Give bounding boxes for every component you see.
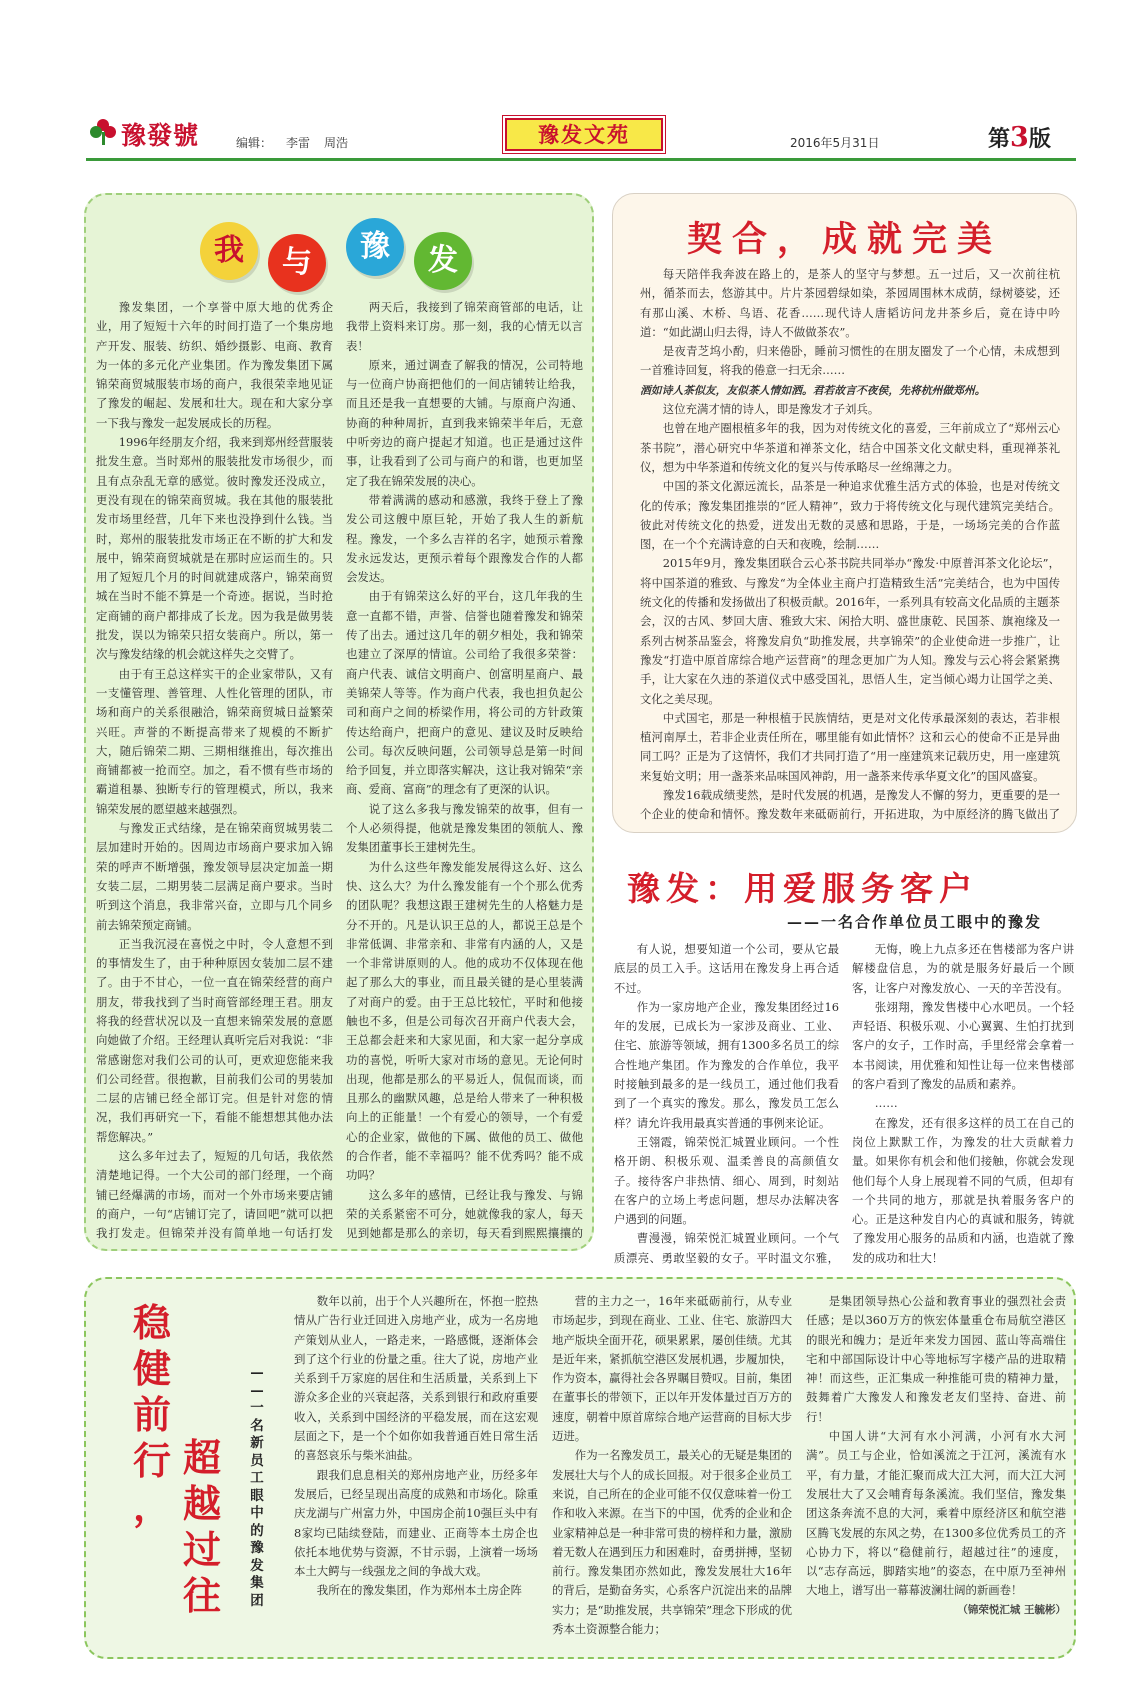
paragraph: 作为一名豫发员工，最关心的无疑是集团的发展壮大与个人的成长回报。对于很多企业员工来说，自己所在的企业可能不仅仅意味着一份工作和收入来源。在当下的中国，优秀的企业和企业家精神总是一种非常可贵的榜样和力量，激励着无数人在遇到压力和困难时，奋勇拼搏，坚韧前行。豫发集团亦然如此，豫发发展壮大16年的背后，是勤奋务实，心系客户沉淀出来的品牌实力；是“助推发展，共享锦荣”理念下形成的优秀本土资源整合能力；: [552, 1448, 792, 1637]
paragraph: 2015年9月，豫发集团联合云心茶书院共同举办“豫发·中原普洱茶文化论坛”，将中国茶道的雅致、与豫发“为全体业主商户打造精致生活”完美结合，也为中国传统文化的传播和发扬做出了积极贡献。2016年，一系列具有较高文化品质的主题茶会，汉的古风、梦回大唐、雅致大宋、闲拾大明、盛世康乾、民国茶、旗袍缘及一系列古树茶品鉴会，将豫发肩负“助推发展，共享锦荣”的企业使命进一步推广，让豫发“打造中原首席综合地产运营商”的理念更加广为人知。豫发与云心将会紧紧携手，让大家在久违的茶道仪式中感受国礼，思悟人生，定当倾心竭力让国学之美、文化之美尽现。: [640, 556, 1060, 706]
title-circle: 与: [268, 234, 326, 292]
paragraph: 王翎霞，锦荣悦汇城置业顾问。一个性格开朗、积极乐观、温柔善良的高颜值女子。接待客户非热情、细心、周到，时刻站在客户的立场上考虑问题，想尽办法解决客户遇到的问题。: [614, 1134, 839, 1227]
paragraph: 有人说，想要知道一个公司，要从它最底层的员工入手。这话用在豫发身上再合适不过。: [614, 942, 839, 995]
paragraph: 我所在的豫发集团，作为郑州本土房企阵: [316, 1583, 522, 1598]
title-circle: 豫: [346, 218, 404, 276]
paragraph: 是集团领导热心公益和教育事业的强烈社会责任感；是以360万方的恢宏体量重仓布局航空港区的眼光和魄力；是近年来发力国园、蓝山等高端住宅和中部国际设计中心等地标写字楼产品的进取精神！而这些，正汇集成一种推能可贵的精神力量，鼓舞着广大豫发人和豫发老友们坚持、奋进、前行！: [806, 1294, 1066, 1424]
paragraph: 为什么这些年豫发能发展得这么好、这么快、这么大？为什么豫发能有一个个那么优秀的团队呢？我想这跟王建树先生的人格魅力是分不开的。凡是认识王总的人，都说王总是个非常低调、非常亲和、非常有内涵的人，又是一个非常讲原则的人。他的成功不仅体现在他起了那么大的事业，而且最关键的是心里装满了对商户的爱。由于王总比较忙，平时和他接触也不多，但是公司每次召开商户代表大会，王总都会赶来和大家见面，和大家一起分享成功的喜悦，听听大家对市场的意见。无论何时出现，他都是那么的平易近人，侃侃而谈，而且那么的幽默风趣，总是给人带来了一种积极向上的正能量！一个有爱心的领导，一个有爱心的企业家，做他的下属、做他的员工、做他的合作者，能不幸福吗？能不优秀吗？能不成功吗？: [346, 859, 583, 1183]
paragraph: 1996年经朋友介绍，我来到郑州经营服装批发生意。当时郑州的服装批发市场很少，而且有点杂乱无章的感觉。彼时豫发还没成立，更没有现在的锦荣商贸城。我在其他的服装批发市场里经营，几年下来也没挣到什么钱。当时，郑州的服装批发市场正在不断的扩大和发展中，锦荣商贸城就是在那时应运而生的。只用了短短几个月的时间就建成落户，锦荣商贸城在当时不能不算是一个奇迹。据说，当时抢定商铺的商户都排成了长龙。因为我是做男装批发，误以为锦荣只招女装商户。所以，第一次与豫发结缘的机会就这样失之交臂了。: [96, 435, 333, 662]
article-title-vertical-1: 稳 健 前 行 ，: [132, 1300, 171, 1529]
paragraph: 无悔，晚上九点多还在售楼部为客户讲解楼盘信息，为的就是服务好最后一个顾客，让客户对豫发放心、一天的辛苦没有。: [852, 942, 1074, 995]
paragraph: 是夜青芝坞小酌，归来倦卧，睡前习惯性的在朋友圈发了一个心情，未成想到一首雅诗回复，将我的倦意一扫无余……: [640, 344, 1060, 378]
paragraph: 数年以前，出于个人兴趣所在，怀抱一腔热情从广告行业迁回进入房地产业，成为一名房地产策划从业人，一路走来，一路感慨，逐渐体会到了这个行业的份量之重。往大了说，房地产业关系到千万家庭的居住和生活质量，关系到上下游众多企业的兴衰起落，关系到银行和政府重要收入，关系到中国经济的平稳发展，而在这宏观层面之下，是一个个如你如我普通百姓日常生活的喜怒哀乐与柴米油盐。: [294, 1294, 538, 1463]
issue-date: 2016年5月31日: [790, 136, 880, 150]
paragraph: 营的主力之一，16年来砥砺前行，从专业市场起步，到现在商业、工业、住宅、旅游四大地产版块全面开花，硕果累累，屡创佳绩。尤其是近年来，紧抓航空港区发展机遇，步履加快，作为资本，赢得社会各界瞩目赞叹。目前，集团在董事长的带领下，正以年开发体量过百万方的速度，朝着中原首席综合地产运营商的目标大步迈进。: [552, 1294, 792, 1444]
article-column: [346, 298, 583, 1242]
article-column: [294, 1292, 538, 1652]
article-column: [852, 940, 1074, 1265]
header-rule: [86, 158, 1076, 161]
page-number-digit: 3: [1010, 122, 1029, 153]
paragraph: 豫发集团，一个享誉中原大地的优秀企业，用了短短十六年的时间打造了一个集房地产开发、服装、纺织、婚纱摄影、电商、教育为一体的多元化产业集团。作为豫发集团下属锦荣商贸城服装市场的商户，我很荣幸地见证了豫发的崛起、发展和壮大。现在和大家分享一下我与豫发一起发展成长的历程。: [96, 300, 333, 430]
masthead: [0, 0, 1139, 170]
paragraph: 这位充满才情的诗人，即是豫发才子刘兵。: [662, 402, 880, 417]
editors-line: [236, 134, 362, 151]
paragraph: 说了这么多我与豫发锦荣的故事，但有一个人必须得提，他就是豫发集团的领航人、豫发集团董事长王建树先生。: [346, 801, 583, 855]
paragraph: 中国人讲“大河有水小河满，小河有水大河满”。员工与企业，恰如溪流之于江河，溪流有水平，有力量，才能汇聚而成大江大河，而大江大河发展壮大了又会哺育每条溪流。我们坚信，豫发集团这条奔流不息的大河，乘着中原经济区和航空港区腾飞发展的东风之势，在1300多位优秀员工的齐心协力下，将以“稳健前行，超越过往”的速度，以“志存高远，脚踏实地”的姿态，在中原乃至神州大地上，谱写出一幕幕波澜壮阔的新画卷！: [806, 1429, 1066, 1598]
editor-name: 周浩: [324, 136, 349, 150]
paragraph: 跟我们息息相关的郑州房地产业，历经多年发展后，已经呈现出高度的成熟和市场化。除重庆龙湖与广州富力外，中国房企前10强巨头中有8家均已陆续登陆，而建业、正商等本土房企也依托本地优势与资源，不甘示弱，上演着一场场本土大鳄与一线强龙之间的争战大戏。: [294, 1467, 538, 1579]
paragraph: 原来，通过调查了解我的情况，公司特地与一位商户协商把他们的一间店铺转让给我，而且还是我一直想要的大铺。与原商户沟通、协商的种种周折，直到我来锦荣半年后，无意中听旁边的商户提起才知道。也正是通过这件事，让我看到了公司与商户的和谐，也更加坚定了我在锦荣发展的决心。: [346, 357, 583, 488]
article-column: [640, 265, 1060, 825]
editors-label: 编辑：: [236, 136, 273, 150]
paragraph: ……: [874, 1096, 898, 1111]
paragraph: 张翊翔，豫发售楼中心水吧员。一个轻声轻语、积极乐观、小心翼翼、生怕打扰到客户的女子，工作时高，手里经常会拿着一本书阅读，用优雅和知性让每一位来售楼部的客户看到了豫发的品质和素养。: [852, 999, 1074, 1092]
title-circle: 发: [414, 232, 472, 290]
paragraph: 由于有锦荣这么好的平台，这几年我的生意一直都不错，声誉、信誉也随着豫发和锦荣传了出去。通过这几年的朝夕相处，我和锦荣也建立了深厚的情谊。公司给了我很多荣誉：商户代表、诚信文明商户、创富明星商户、最美锦荣人等等。作为商户代表，我也担负起公司和商户之间的桥梁作用，将公司的方针政策传达给商户，把商户的意见、建议及时反映给公司。每次反映问题，公司领导总是第一时间给予回复，并立即落实解决，这让我对锦荣“亲商、爱商、富商”的理念有了更深的认识。: [346, 589, 583, 797]
paragraph: 两天后，我接到了锦荣商管部的电话，让我带上资料来订房。那一刻，我的心情无以言表！: [346, 300, 583, 353]
article-title: 契合，成就完美: [686, 219, 1002, 260]
paragraph: 由于有王总这样实干的企业家带队，又有一支懂管理、善管理、人性化管理的团队，市场和商户的关系很融洽，锦荣商贸城日益繁荣兴旺。声誉的不断提高带来了规模的不断扩大，随后锦荣二期、三期相继推出，每次推出商铺都被一抢而空。加之，看不惯有些市场的霸道租暴、独断专行的管理模式，所以，我来锦荣发展的愿望越来越强烈。: [96, 666, 333, 816]
article-column: [96, 298, 333, 1242]
paragraph: 与豫发正式结缘，是在锦荣商贸城男装二层加建时开始的。因周边市场商户要求加入锦荣的呼声不断增强，豫发领导层决定加盖一期女装二层，二期男装二层满足商户要求。当时听到这个消息，我非常兴奋，立即与几个同乡前去锦荣预定商铺。: [96, 821, 333, 932]
article-subtitle-vertical: — — 一 名 新 员 工 眼 中 的 豫 发 集 团: [250, 1365, 264, 1609]
paragraph: 正当我沉浸在喜悦之中时，令人意想不到的事情发生了，由于种种原因女装加二层不建了。由于不甘心，一位一直在锦荣经营的商户朋友，带我找到了当时商管部经理王君。朋友将我的经营状况以及一直想来锦荣发展的意愿向她做了介绍。王经理认真听完后对我说：“非常感谢您对我们公司的认可，更欢迎您能来我们公司经营。很抱歉，目前我们公司的男装加二层的店铺已经全部订完。但是针对您的情况，我们再研究一下，看能不能想想其他办法帮您解决。”: [96, 936, 333, 1144]
byline: （锦荣悦汇城 王毓彬）: [957, 1603, 1066, 1616]
page-number: 第3版: [988, 122, 1051, 153]
article-title: 豫发：用爱服务客户: [627, 869, 978, 908]
paper-name: 豫發號: [121, 121, 200, 150]
editor-name: 李雷: [286, 136, 311, 150]
paragraph: 也曾在地产圈根植多年的我，因为对传统文化的喜爱，三年前成立了“郑州云心茶书院”，潜心研究中华茶道和禅茶文化，结合中国茶文化文献史料，重现禅茶礼仪，想为中华茶道和传统文化的复兴与传承略尽一丝绵薄之力。: [640, 421, 1060, 474]
article-column: [614, 940, 839, 1265]
paragraph: 曹漫漫，锦荣悦汇城置业顾问。一个气质漂亮、勇敢坚毅的女子。平时温文尔雅，: [614, 1231, 839, 1265]
paragraph: 这么多年的感情，已经让我与豫发、与锦荣的关系紧密不可分，她就像我的家人，每天见到她都是那么的亲切，每天看到熙熙攘攘的: [346, 1187, 583, 1241]
title-circle: 我: [200, 222, 258, 280]
article-column: [552, 1292, 792, 1652]
article-column: [806, 1292, 1066, 1652]
paragraph: 带着满满的感动和感激，我终于登上了豫发公司这艘中原巨轮，开始了我人生的新航程。豫发，一个多么吉祥的名字，她预示着豫发永远发达，更预示着每个跟豫发合作的人都会发达。: [346, 492, 583, 585]
paragraph: 豫发16载成绩斐然，是时代发展的机遇，是豫发人不懈的努力，更重要的是一个企业的使命和情怀。豫发数年来砥砺前行，开拓进取，为中原经济的腾飞做出了: [640, 788, 1060, 822]
article-subtitle: ——一名合作单位员工眼中的豫发: [787, 913, 1043, 931]
paragraph: 中式国宅，那是一种根植于民族情结，更是对文化传承最深刻的表达，若非根植河南厚土，若非企业责任所在，哪里能有如此情怀？这和云心的使命不正是异曲同工吗？正是为了这情怀，我们才共同打造了“用一座建筑来记载历史，用一座建筑来复始文明；用一盏茶来品味国风神韵，用一盏茶来传承华夏文化”的国风盛宴。: [640, 710, 1060, 783]
clover-logo-icon: [88, 117, 118, 147]
paragraph: 作为一家房地产企业，豫发集团经过16年的发展，已成长为一家涉及商业、工业、住宅、旅游等领域，拥有1300多名员工的综合性地产集团。作为豫发的合作单位，我平时接触到最多的是一线员工，通过他们我看到了一个真实的豫发。那么，豫发员工怎么样？请允许我用最真实普通的事例来论证。: [614, 999, 839, 1130]
paragraph: 中国的茶文化源远流长，品茶是一种追求优雅生活方式的体验，也是对传统文化的传承；豫发集团推崇的“匠人精神”，致力于将传统文化与现代建筑完美结合。彼此对传统文化的热爱，迸发出无数的灵感和思路，于是，一场场完美的合作蓝图，在一个个充满诗意的白天和夜晚，绘制……: [640, 479, 1060, 552]
section-title: 豫发文苑: [505, 118, 663, 151]
article-title-vertical-2: 超 越 过 往: [182, 1435, 221, 1618]
paragraph: 这么多年过去了，短短的几句话，我依然清楚地记得。一个大公司的部门经理，一个商铺已经爆满的市场，而对一个外市场来要店铺的商户，一句“店铺订完了，请回吧”就可以把我打发走。但锦荣并没有简单地一句话打发: [96, 1149, 333, 1241]
paragraph: 在豫发，还有很多这样的员工在自己的岗位上默默工作，为豫发的壮大贡献着力量。如果你有机会和他们接触，你就会发现他们每个人身上展现着不同的气质，但却有一个共同的地方，那就是执着服务客户的心。正是这种发自内心的真诚和服务，铸就了豫发用心服务的品质和内涵，也造就了豫发的成功和壮大！: [852, 1115, 1074, 1265]
paragraph: 每天陪伴我奔波在路上的，是茶人的坚守与梦想。五一过后，又一次前往杭州，循茶而去，悠游其中。片片茶园碧绿如染，茶园周围林木成荫，绿树婆娑，还有那山溪、木桥、鸟语、花香……现代诗人唐韬访问龙井茶乡后，竟在诗中吟道：“如此湖山归去得，诗人不做做茶农”。: [640, 267, 1060, 339]
poem-quote: 酒如诗人茶似友，友似茶人情如洒。君若故言不夜侯，先将杭州做郑州。: [640, 383, 986, 397]
